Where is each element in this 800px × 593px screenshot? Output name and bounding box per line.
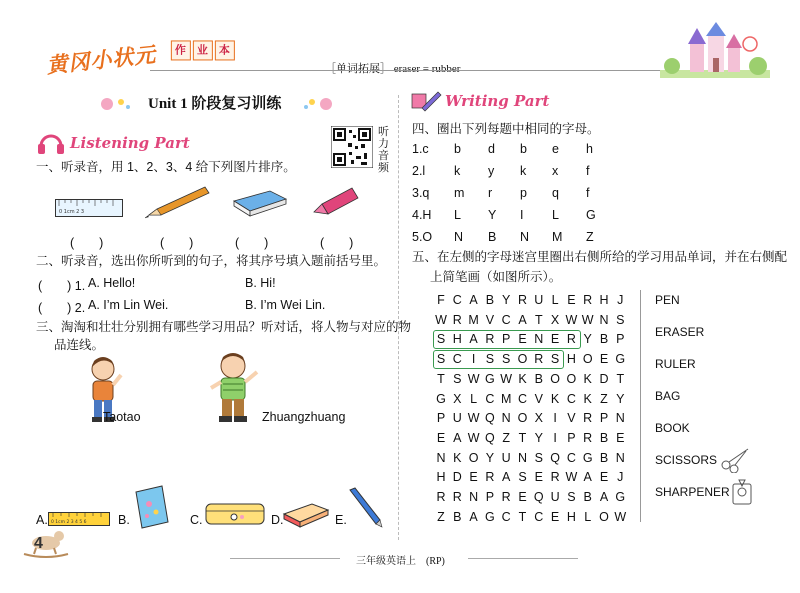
maze-letter[interactable]: M	[500, 391, 512, 406]
person-label-zhuangzhuang: Zhuangzhuang	[262, 410, 346, 424]
maze-letter[interactable]: U	[501, 450, 511, 465]
maze-letter[interactable]: J	[617, 293, 624, 307]
maze-letter[interactable]: R	[566, 332, 576, 347]
q4-letter[interactable]: L	[552, 208, 559, 222]
maze-letter[interactable]: R	[534, 352, 544, 367]
maze-letter[interactable]: R	[452, 490, 462, 504]
maze-letter[interactable]: T	[518, 509, 527, 524]
maze-letter[interactable]: O	[517, 352, 528, 367]
headphones-icon	[36, 130, 66, 156]
maze-letter[interactable]: K	[518, 371, 527, 386]
maze-letter[interactable]: I	[471, 352, 476, 367]
maze-letter[interactable]: S	[485, 352, 495, 367]
word-pen: PEN	[655, 293, 680, 307]
writing-pencil-icon	[410, 90, 442, 112]
q4-row-number: 2.l	[412, 164, 426, 178]
listening-part-label: Listening Part	[70, 134, 190, 152]
q4-row-number: 3.q	[412, 186, 430, 200]
maze-letter[interactable]: A	[583, 470, 592, 485]
maze-letter[interactable]: O	[599, 509, 609, 524]
scissors-highlight	[433, 350, 564, 369]
ruler-option-icon	[48, 512, 110, 526]
maze-letter[interactable]: U	[452, 411, 462, 426]
maze-letter[interactable]: O	[468, 450, 479, 465]
maze-letter[interactable]: P	[616, 332, 625, 347]
word-bag: BAG	[655, 389, 681, 403]
maze-letter[interactable]: T	[518, 430, 527, 445]
maze-letter[interactable]: K	[453, 450, 462, 465]
maze-letter[interactable]: C	[452, 352, 462, 367]
maze-letter[interactable]: N	[615, 450, 625, 465]
word-ruler: RULER	[655, 357, 696, 371]
q2-item-1-number[interactable]: ( ) 1.	[38, 279, 86, 293]
eraser-icon	[232, 189, 288, 217]
maze-letter[interactable]: W	[435, 312, 447, 327]
maze-letter[interactable]: A	[469, 509, 478, 524]
maze-letter[interactable]: P	[599, 411, 609, 426]
maze-letter[interactable]: H	[599, 293, 609, 307]
maze-letter[interactable]: E	[534, 470, 543, 485]
maze-letter[interactable]: W	[565, 312, 578, 327]
q5-prompt-line-1: 五、在左侧的字母迷宫里圈出右侧所给的学习用品单词，并在右侧配	[412, 250, 788, 264]
maze-letter[interactable]: E	[518, 332, 527, 347]
maze-letter[interactable]: W	[467, 411, 480, 426]
maze-letter[interactable]: N	[599, 312, 609, 327]
q4-letter[interactable]: e	[552, 142, 559, 156]
book-char-1: 作	[171, 41, 191, 61]
q4-letter[interactable]: y	[488, 164, 495, 178]
word-extension-note: ［单词拓展］ eraser = rubber	[325, 63, 461, 75]
maze-letter[interactable]: N	[469, 490, 479, 504]
maze-letter[interactable]: H	[436, 470, 446, 485]
maze-letter[interactable]: W	[467, 371, 480, 386]
maze-letter[interactable]: C	[452, 293, 462, 307]
header-rule	[150, 70, 660, 71]
maze-letter[interactable]: B	[599, 450, 609, 465]
pencil-icon	[145, 185, 210, 219]
q4-letter[interactable]: G	[586, 208, 596, 222]
maze-letter[interactable]: A	[502, 470, 511, 485]
maze-letter[interactable]: Q	[485, 411, 495, 426]
q1-blank-4[interactable]: ( )	[320, 236, 354, 250]
maze-letter[interactable]: Y	[583, 332, 592, 347]
pencil-case-icon	[204, 498, 266, 528]
zhuangzhuang-boy-icon	[205, 352, 265, 424]
q2-item-1-option-b: B. Hi!	[245, 276, 276, 290]
q4-letter[interactable]: Y	[488, 208, 497, 222]
maze-letter[interactable]: G	[436, 391, 446, 406]
maze-letter[interactable]: A	[469, 332, 478, 347]
maze-letter[interactable]: O	[550, 371, 560, 386]
castle-illustration-icon	[660, 22, 770, 78]
q4-letter[interactable]: Z	[586, 230, 594, 244]
footer-text: 三年级英语上 (RP)	[356, 556, 445, 567]
option-label-e[interactable]: E.	[335, 513, 347, 527]
q1-prompt: 一、听录音，用 1、2、3、4 给下列图片排序。	[36, 160, 296, 174]
maze-letter[interactable]: N	[534, 332, 544, 347]
maze-letter[interactable]: C	[485, 391, 495, 406]
maze-letter[interactable]: Z	[437, 509, 445, 524]
q2-item-2-option-b: B. I’m Wei Lin.	[245, 298, 326, 312]
maze-letter[interactable]: P	[567, 430, 576, 445]
maze-letter[interactable]: R	[583, 293, 593, 307]
maze-letter[interactable]: W	[581, 312, 594, 327]
ruler-text: 0 1cm 2 3	[59, 209, 85, 215]
maze-letter[interactable]: S	[550, 352, 560, 367]
ruler-icon	[55, 199, 123, 217]
maze-letter[interactable]: J	[617, 470, 624, 485]
maze-letter[interactable]: R	[485, 470, 495, 485]
maze-letter[interactable]: H	[452, 332, 462, 347]
word-book: BOOK	[655, 421, 690, 435]
crayon-icon	[312, 186, 360, 216]
q4-letter[interactable]: I	[520, 208, 524, 222]
maze-letter[interactable]: R	[452, 312, 462, 327]
maze-letter[interactable]: O	[517, 411, 528, 426]
maze-letter[interactable]: C	[517, 391, 528, 406]
q4-letter[interactable]: p	[520, 186, 527, 200]
scissors-sketch-icon	[720, 447, 750, 473]
maze-letter[interactable]: F	[437, 293, 445, 307]
maze-letter[interactable]: X	[534, 411, 543, 426]
q4-row-number: 5.O	[412, 230, 433, 244]
maze-letter[interactable]: Q	[550, 450, 560, 465]
sharpener-highlight	[433, 330, 581, 349]
maze-letter[interactable]: S	[453, 371, 462, 386]
maze-letter[interactable]: E	[599, 470, 609, 485]
maze-letter[interactable]: R	[583, 411, 593, 426]
maze-letter[interactable]: S	[436, 352, 446, 367]
maze-letter[interactable]: B	[599, 332, 609, 347]
q4-row-number: 1.c	[412, 142, 429, 156]
book-type-badge	[171, 41, 237, 61]
maze-letter[interactable]: W	[500, 371, 513, 386]
maze-letter[interactable]: B	[453, 509, 462, 524]
maze-letter[interactable]: Q	[485, 430, 495, 445]
q4-letter[interactable]: q	[552, 186, 559, 200]
option-label-a[interactable]: A.	[36, 513, 48, 527]
maze-letter[interactable]: Z	[600, 391, 608, 406]
maze-letter[interactable]: W	[565, 470, 578, 485]
maze-letter[interactable]: I	[553, 411, 557, 426]
maze-letter[interactable]: E	[550, 509, 560, 524]
maze-letter[interactable]: B	[583, 490, 592, 504]
maze-letter[interactable]: L	[470, 391, 478, 406]
maze-letter[interactable]: D	[452, 470, 462, 485]
eraser-option-icon	[282, 500, 330, 528]
q2-prompt: 二、听录音，选出你所听到的句子，将其序号填入题前括号里。	[36, 254, 387, 268]
footer-left-rule	[230, 558, 340, 559]
maze-letter[interactable]: O	[582, 352, 593, 367]
maze-letter[interactable]: R	[550, 470, 560, 485]
maze-letter[interactable]: C	[501, 509, 511, 524]
title-left-decoration-icon	[95, 94, 135, 114]
page-number: 4	[34, 535, 43, 552]
q3-prompt-line-1: 三、淘淘和壮壮分别拥有哪些学习用品？听对话，将人物与对应的物	[36, 320, 412, 334]
q4-letter[interactable]: r	[488, 186, 493, 200]
q4-letter[interactable]: N	[454, 230, 464, 244]
maze-letter[interactable]: Y	[534, 430, 543, 445]
unit-title: Unit 1 阶段复习训练	[148, 96, 282, 112]
maze-letter[interactable]: E	[469, 470, 478, 485]
q4-letter[interactable]: m	[454, 186, 465, 200]
maze-letter[interactable]: Z	[502, 430, 510, 445]
maze-letter[interactable]: Y	[502, 293, 511, 307]
maze-letter[interactable]: C	[566, 391, 576, 406]
word-eraser: ERASER	[655, 325, 705, 339]
q4-letter[interactable]: d	[488, 142, 495, 156]
maze-letter[interactable]: W	[467, 430, 480, 445]
q4-prompt: 四、圈出下列每题中相同的字母。	[412, 122, 600, 136]
maze-letter[interactable]: R	[501, 490, 511, 504]
maze-letter[interactable]: G	[615, 352, 626, 367]
q4-row-number: 4.H	[412, 208, 432, 222]
book-char-2: 业	[193, 41, 213, 61]
maze-letter[interactable]: A	[469, 293, 478, 307]
maze-letter[interactable]: S	[534, 450, 543, 465]
maze-letter[interactable]: A	[453, 430, 462, 445]
maze-letter[interactable]: Y	[485, 450, 495, 465]
maze-letter[interactable]: C	[501, 312, 511, 327]
rocking-horse-icon	[22, 528, 70, 558]
q4-letter[interactable]: k	[454, 164, 461, 178]
q4-letter[interactable]: b	[454, 142, 461, 156]
maze-letter[interactable]: B	[485, 293, 495, 307]
q5-prompt-line-2: 上简笔画（如图所示）。	[430, 270, 562, 284]
maze-letter[interactable]: H	[566, 509, 576, 524]
maze-letter[interactable]: S	[567, 490, 576, 504]
maze-letter[interactable]: E	[567, 293, 576, 307]
maze-letter[interactable]: X	[453, 391, 462, 406]
maze-letter[interactable]: N	[501, 411, 511, 426]
ruler-option-text: 0 1cm 2 3 4 5 6	[51, 520, 87, 525]
maze-letter[interactable]: S	[518, 470, 527, 485]
maze-letter[interactable]: Y	[616, 391, 625, 406]
maze-letter[interactable]: V	[567, 411, 576, 426]
maze-letter[interactable]: G	[615, 490, 626, 504]
maze-letter[interactable]: M	[468, 312, 479, 327]
maze-letter[interactable]: R	[436, 490, 446, 504]
maze-letter[interactable]: L	[584, 509, 592, 524]
option-label-c[interactable]: C.	[190, 513, 203, 527]
q4-letter[interactable]: L	[454, 208, 461, 222]
q4-letter[interactable]: f	[586, 164, 590, 178]
maze-letter[interactable]: T	[437, 371, 445, 386]
maze-letter[interactable]: K	[583, 371, 592, 386]
maze-letter[interactable]: N	[615, 411, 625, 426]
maze-letter[interactable]: P	[502, 332, 511, 347]
maze-letter[interactable]: A	[599, 490, 609, 504]
footer-right-rule	[468, 558, 578, 559]
brand-logo	[45, 30, 238, 80]
maze-letter[interactable]: G	[485, 371, 495, 386]
maze-letter[interactable]: X	[550, 312, 560, 327]
q3-prompt-line-2: 品连线。	[54, 338, 105, 352]
maze-letter[interactable]: I	[553, 430, 557, 445]
maze-letter[interactable]: N	[436, 450, 446, 465]
qr-label: 听力音频	[378, 126, 389, 174]
q4-letter[interactable]: x	[552, 164, 559, 178]
q2-item-2-option-a: A. I’m Lin Wei.	[88, 298, 169, 312]
word-scissors: SCISSORS	[655, 453, 718, 467]
maze-letter[interactable]: E	[436, 430, 446, 445]
maze-letter[interactable]: K	[583, 391, 592, 406]
maze-letter[interactable]: V	[485, 312, 495, 327]
maze-letter[interactable]: B	[534, 371, 543, 386]
q1-blank-2[interactable]: ( )	[160, 236, 194, 250]
q4-letter[interactable]: k	[520, 164, 527, 178]
maze-letter[interactable]: T	[534, 312, 543, 327]
maze-letter[interactable]: K	[550, 391, 560, 406]
maze-letter[interactable]: G	[485, 509, 495, 524]
brand-text: 黄冈小状元	[45, 43, 158, 78]
maze-letter[interactable]: S	[436, 332, 446, 347]
q2-item-1-option-a: A. Hello!	[88, 276, 136, 290]
maze-letter[interactable]: E	[616, 430, 625, 445]
maze-letter[interactable]: E	[518, 490, 527, 504]
maze-letter[interactable]: W	[614, 509, 627, 524]
q4-letter[interactable]: b	[520, 142, 527, 156]
maze-letter[interactable]: L	[551, 293, 559, 307]
q1-blank-1[interactable]: ( )	[70, 236, 104, 250]
title-right-decoration-icon	[300, 94, 340, 114]
maze-letter[interactable]: U	[550, 490, 560, 504]
maze-letter[interactable]: B	[599, 430, 609, 445]
maze-letter[interactable]: E	[550, 332, 560, 347]
sharpener-sketch-icon	[730, 478, 754, 506]
maze-letter[interactable]: H	[566, 352, 576, 367]
maze-letter[interactable]: D	[599, 371, 609, 386]
maze-letter[interactable]: U	[534, 293, 544, 307]
q4-letter[interactable]: f	[586, 186, 590, 200]
maze-letter[interactable]: S	[502, 352, 511, 367]
maze-letter[interactable]: E	[599, 352, 609, 367]
maze-letter[interactable]: O	[566, 371, 577, 386]
maze-letter[interactable]: R	[583, 430, 593, 445]
word-sharpener: SHARPENER	[655, 485, 730, 499]
book-char-3: 本	[215, 41, 235, 61]
word-list-divider	[640, 290, 641, 522]
q4-letter[interactable]: M	[552, 230, 563, 244]
q4-letter[interactable]: N	[520, 230, 530, 244]
option-label-b[interactable]: B.	[118, 513, 130, 527]
maze-letter[interactable]: V	[534, 391, 543, 406]
q2-item-2-number[interactable]: ( ) 2.	[38, 301, 86, 315]
maze-letter[interactable]: A	[518, 312, 527, 327]
option-label-d[interactable]: D.	[271, 513, 284, 527]
maze-letter[interactable]: R	[485, 332, 495, 347]
maze-letter[interactable]: R	[517, 293, 528, 307]
maze-letter[interactable]: P	[436, 411, 446, 426]
maze-letter[interactable]: N	[517, 450, 528, 465]
maze-letter[interactable]: P	[485, 490, 495, 504]
maze-letter[interactable]: C	[566, 450, 576, 465]
pen-icon	[346, 486, 384, 528]
maze-letter[interactable]: T	[616, 371, 625, 386]
q1-blank-3[interactable]: ( )	[235, 236, 269, 250]
maze-letter[interactable]: Q	[533, 490, 544, 504]
qr-code-icon[interactable]	[331, 126, 373, 168]
person-label-taotao: Taotao	[103, 410, 141, 424]
q4-letter[interactable]: B	[488, 230, 497, 244]
maze-letter[interactable]: C	[534, 509, 544, 524]
maze-letter[interactable]: G	[582, 450, 593, 465]
maze-letter[interactable]: S	[616, 312, 625, 327]
writing-part-label: Writing Part	[445, 92, 550, 110]
notebook-icon	[132, 484, 172, 530]
q4-letter[interactable]: h	[586, 142, 593, 156]
